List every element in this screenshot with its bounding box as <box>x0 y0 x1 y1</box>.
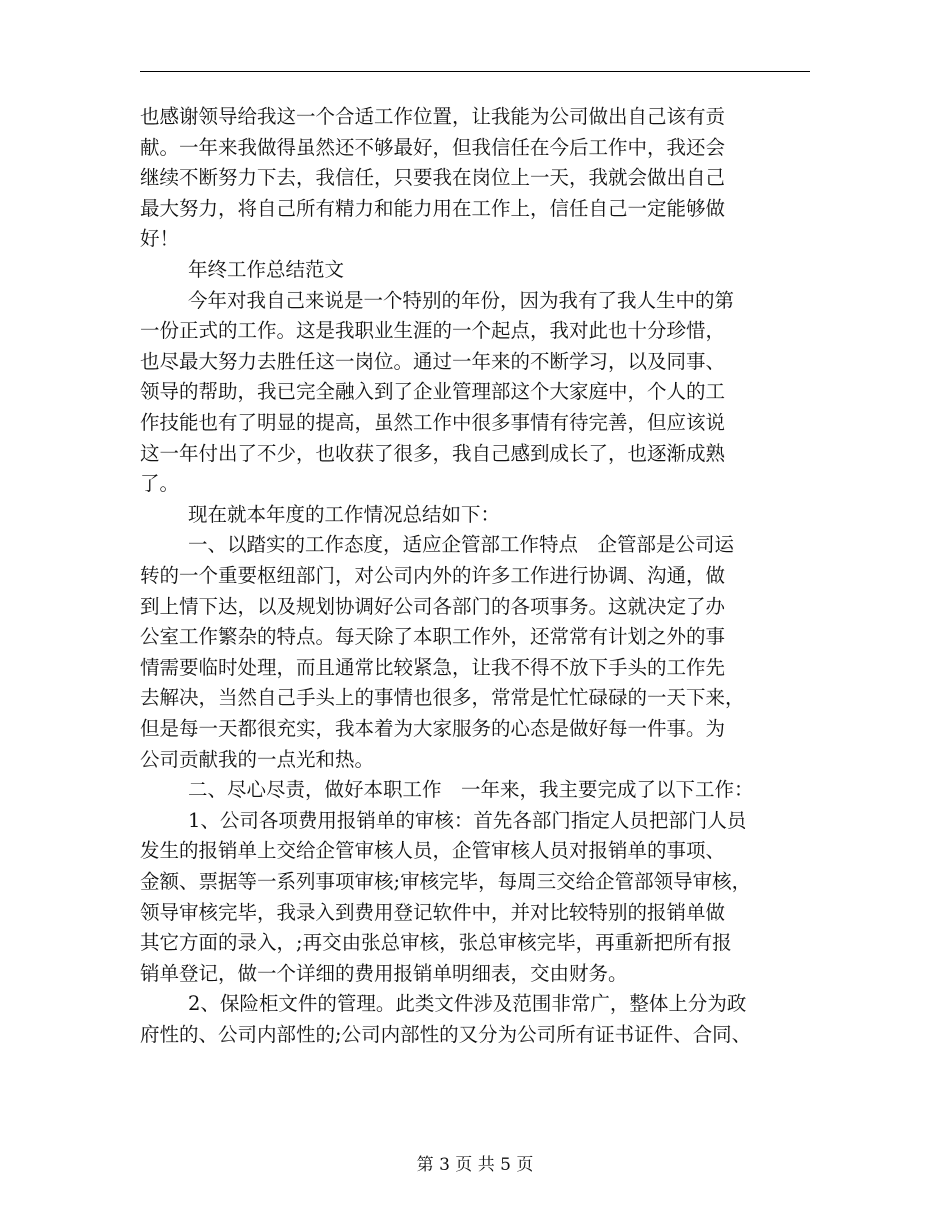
text-line: 最大努力，将自己所有精力和能力用在工作上，信任自己一定能够做 <box>140 196 726 220</box>
text-line: 1、公司各项费用报销单的审核：首先各部门指定人员把部门人员 <box>188 808 747 832</box>
text-line: 公司贡献我的一点光和热。 <box>140 747 375 771</box>
text-line: 但是每一天都很充实，我本着为大家服务的心态是做好每一件事。为 <box>140 717 726 740</box>
text-line: 其它方面的录入，;再交由张总审核，张总审核完毕，再重新把所有报 <box>140 931 732 955</box>
text-line: 作技能也有了明显的提高，虽然工作中很多事情有待完善，但应该说 <box>140 411 726 434</box>
text-line: 发生的报销单上交给企管审核人员，企管审核人员对报销单的事项、 <box>140 839 726 863</box>
text-line: 好！ <box>140 227 180 251</box>
header-rule <box>140 71 810 72</box>
text-line: 献。一年来我做得虽然还不够最好，但我信任在今后工作中，我还会 <box>140 135 726 159</box>
text-line: 府性的、公司内部性的;公司内部性的又分为公司所有证书证件、合同、 <box>140 1023 752 1046</box>
text-line: 二、尽心尽责，做好本职工作 一年来，我主要完成了以下工作： <box>188 778 754 802</box>
text-line: 今年对我自己来说是一个特别的年份，因为我有了我人生中的第 <box>188 288 735 312</box>
text-line: 也感谢领导给我这一个合适工作位置，让我能为公司做出自己该有贡 <box>140 105 726 128</box>
text-line: 现在就本年度的工作情况总结如下： <box>188 502 501 526</box>
text-line: 去解决，当然自己手头上的事情也很多，常常是忙忙碌碌的一天下来， <box>140 686 745 710</box>
page-footer: 第 3 页 共 5 页 <box>416 1155 534 1175</box>
text-line: 到上情下达，以及规划协调好公司各部门的各项事务。这就决定了办 <box>140 594 726 618</box>
text-line: 年终工作总结范文 <box>188 258 345 281</box>
text-line: 领导审核完毕，我录入到费用登记软件中，并对比较特别的报销单做 <box>140 900 726 924</box>
text-line: 转的一个重要枢纽部门，对公司内外的许多工作进行协调、沟通，做 <box>140 564 726 587</box>
text-line: 了。 <box>140 472 180 496</box>
text-line: 销单登记，做一个详细的费用报销单明细表，交由财务。 <box>140 961 628 985</box>
text-line: 2、保险柜文件的管理。此类文件涉及范围非常广，整体上分为政 <box>188 992 747 1016</box>
text-line: 金额、票据等一系列事项审核;审核完毕，每周三交给企管部领导审核， <box>140 870 752 893</box>
text-line: 这一年付出了不少，也收获了很多，我自己感到成长了，也逐渐成熟 <box>140 441 726 465</box>
text-line: 领导的帮助，我已完全融入到了企业管理部这个大家庭中，个人的工 <box>140 380 726 404</box>
text-line: 一份正式的工作。这是我职业生涯的一个起点，我对此也十分珍惜， <box>140 319 726 343</box>
text-line: 公室工作繁杂的特点。每天除了本职工作外，还常常有计划之外的事 <box>140 625 726 649</box>
text-line: 情需要临时处理，而且通常比较紧急，让我不得不放下手头的工作先 <box>140 655 726 679</box>
text-line: 一、以踏实的工作态度，适应企管部工作特点 企管部是公司运 <box>188 533 735 557</box>
text-line: 也尽最大努力去胜任这一岗位。通过一年来的不断学习，以及同事、 <box>140 349 726 373</box>
text-line: 继续不断努力下去，我信任，只要我在岗位上一天，我就会做出自己 <box>140 166 726 190</box>
